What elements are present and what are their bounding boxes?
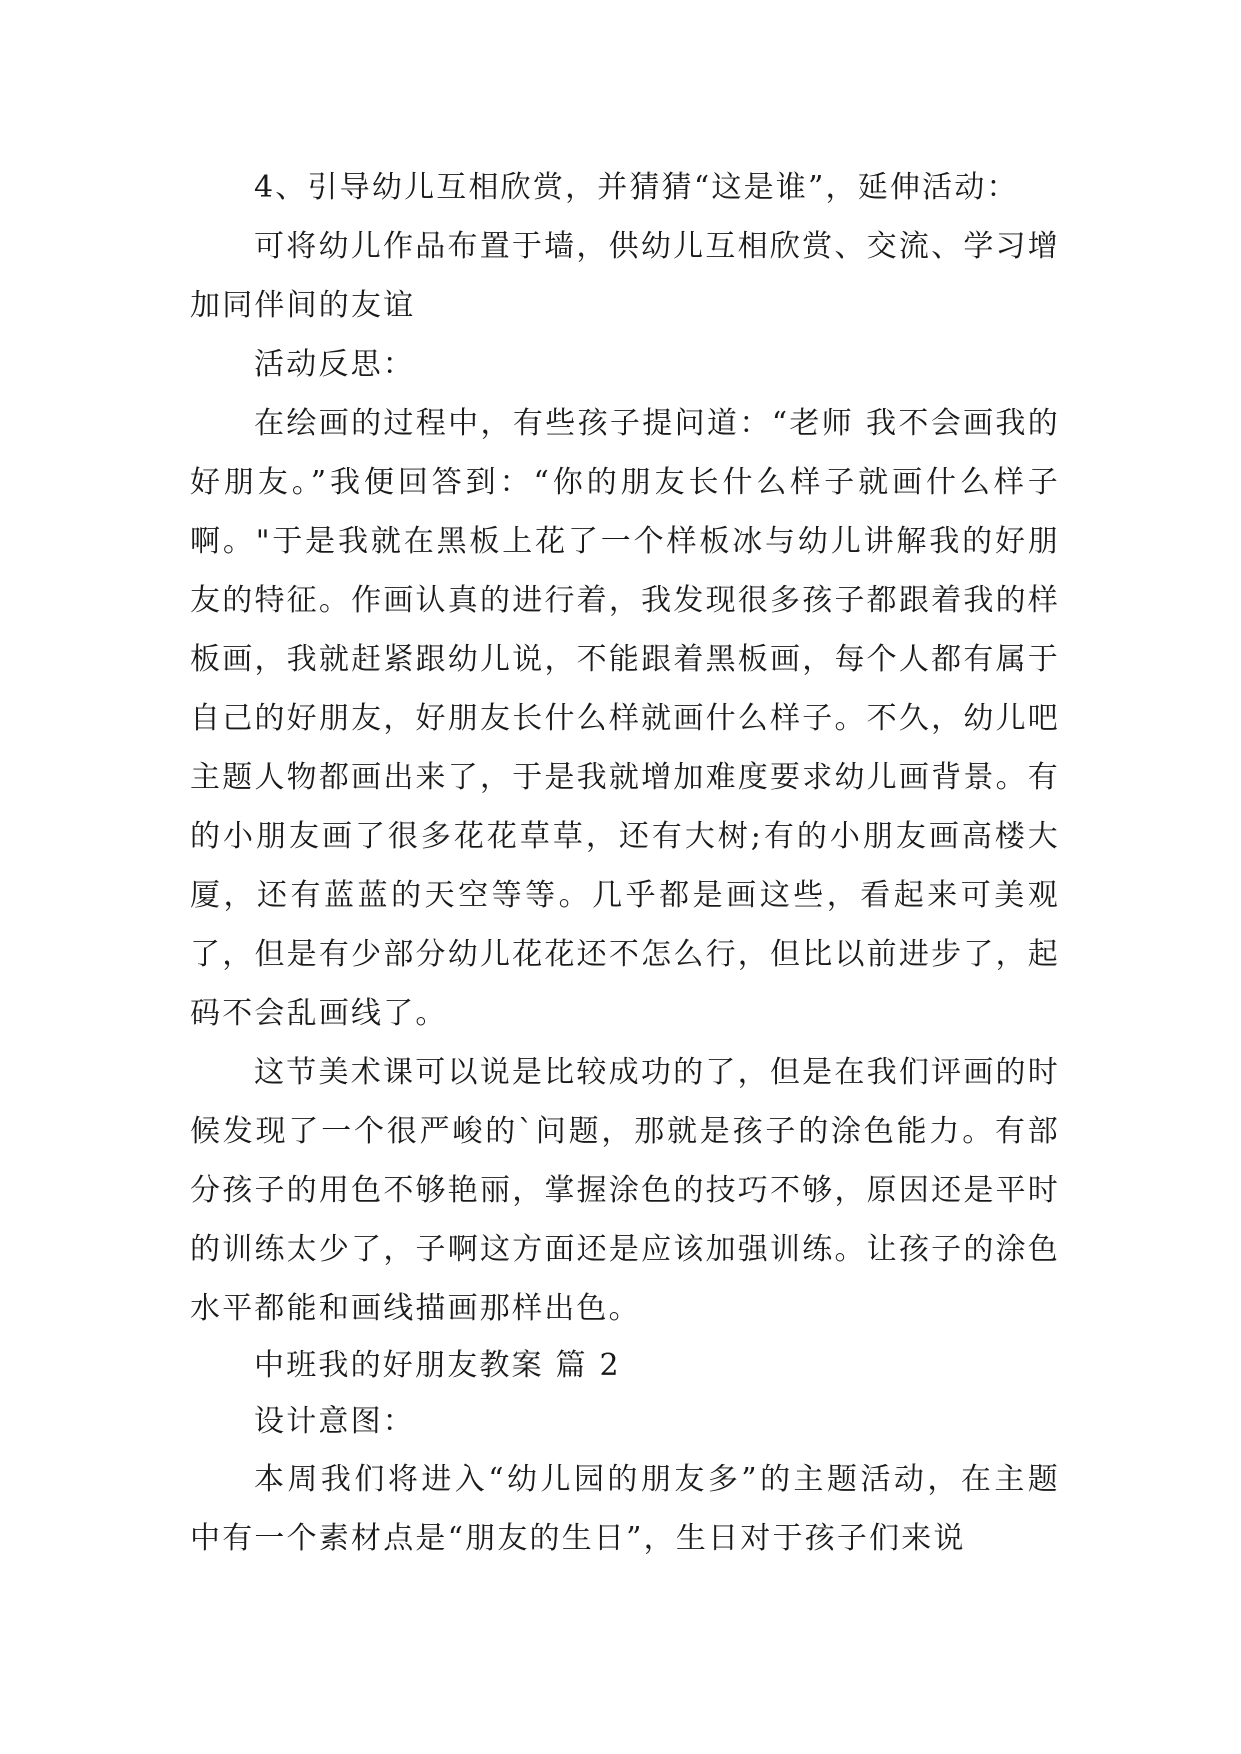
heading-activity-reflection: 活动反思： [254, 347, 415, 382]
paragraph-display-works: 可将幼儿作品布置于墙，供幼儿互相欣赏、交流、学习增加同伴间的友谊 [190, 229, 1060, 323]
heading-design-intent: 设计意图： [254, 1404, 415, 1439]
paragraph-design-intent: 本周我们将进入“幼儿园的朋友多”的主题活动，在主题中有一个素材点是“朋友的生日”，生日对于孩子们来说 [190, 1462, 1060, 1556]
document-body [190, 158, 1060, 1568]
heading-lesson-plan-2: 中班我的好朋友教案 篇 2 [254, 1348, 621, 1383]
paragraph-activity-extension: 4、引导幼儿互相欣赏，并猜猜“这是谁”，延伸活动： [254, 170, 1019, 205]
paragraph-reflection-drawing: 在绘画的过程中，有些孩子提问道：“老师 我不会画我的好朋友。”我便回答到：“你的朋友长什么样子就画什么样子啊。"于是我就在黑板上花了一个样板冰与幼儿讲解我的好朋友的特征。作画认真的进行着，我发现很多孩子都跟着我的样板画，我就赶紧跟幼儿说，不能跟着黑板画，每个人都有属于自己的好朋友，好朋友长什么样就画什么样子。不久，幼儿吧主题人物都画出来了，于是我就增加难度要求幼儿画背景。有的小朋友画了很多花花草草，还有大树;有的小朋友画高楼大厦，还有蓝蓝的天空等等。几乎都是画这些，看起来可美观了，但是有少部分幼儿花花还不怎么行，但比以前进步了，起码不会乱画线了。 [190, 406, 1060, 1031]
paragraph-reflection-coloring: 这节美术课可以说是比较成功的了，但是在我们评画的时候发现了一个很严峻的`问题，那就是孩子的涂色能力。有部分孩子的用色不够艳丽，掌握涂色的技巧不够，原因还是平时的训练太少了，子啊这方面还是应该加强训练。让孩子的涂色水平都能和画线描画那样出色。 [190, 1055, 1060, 1326]
